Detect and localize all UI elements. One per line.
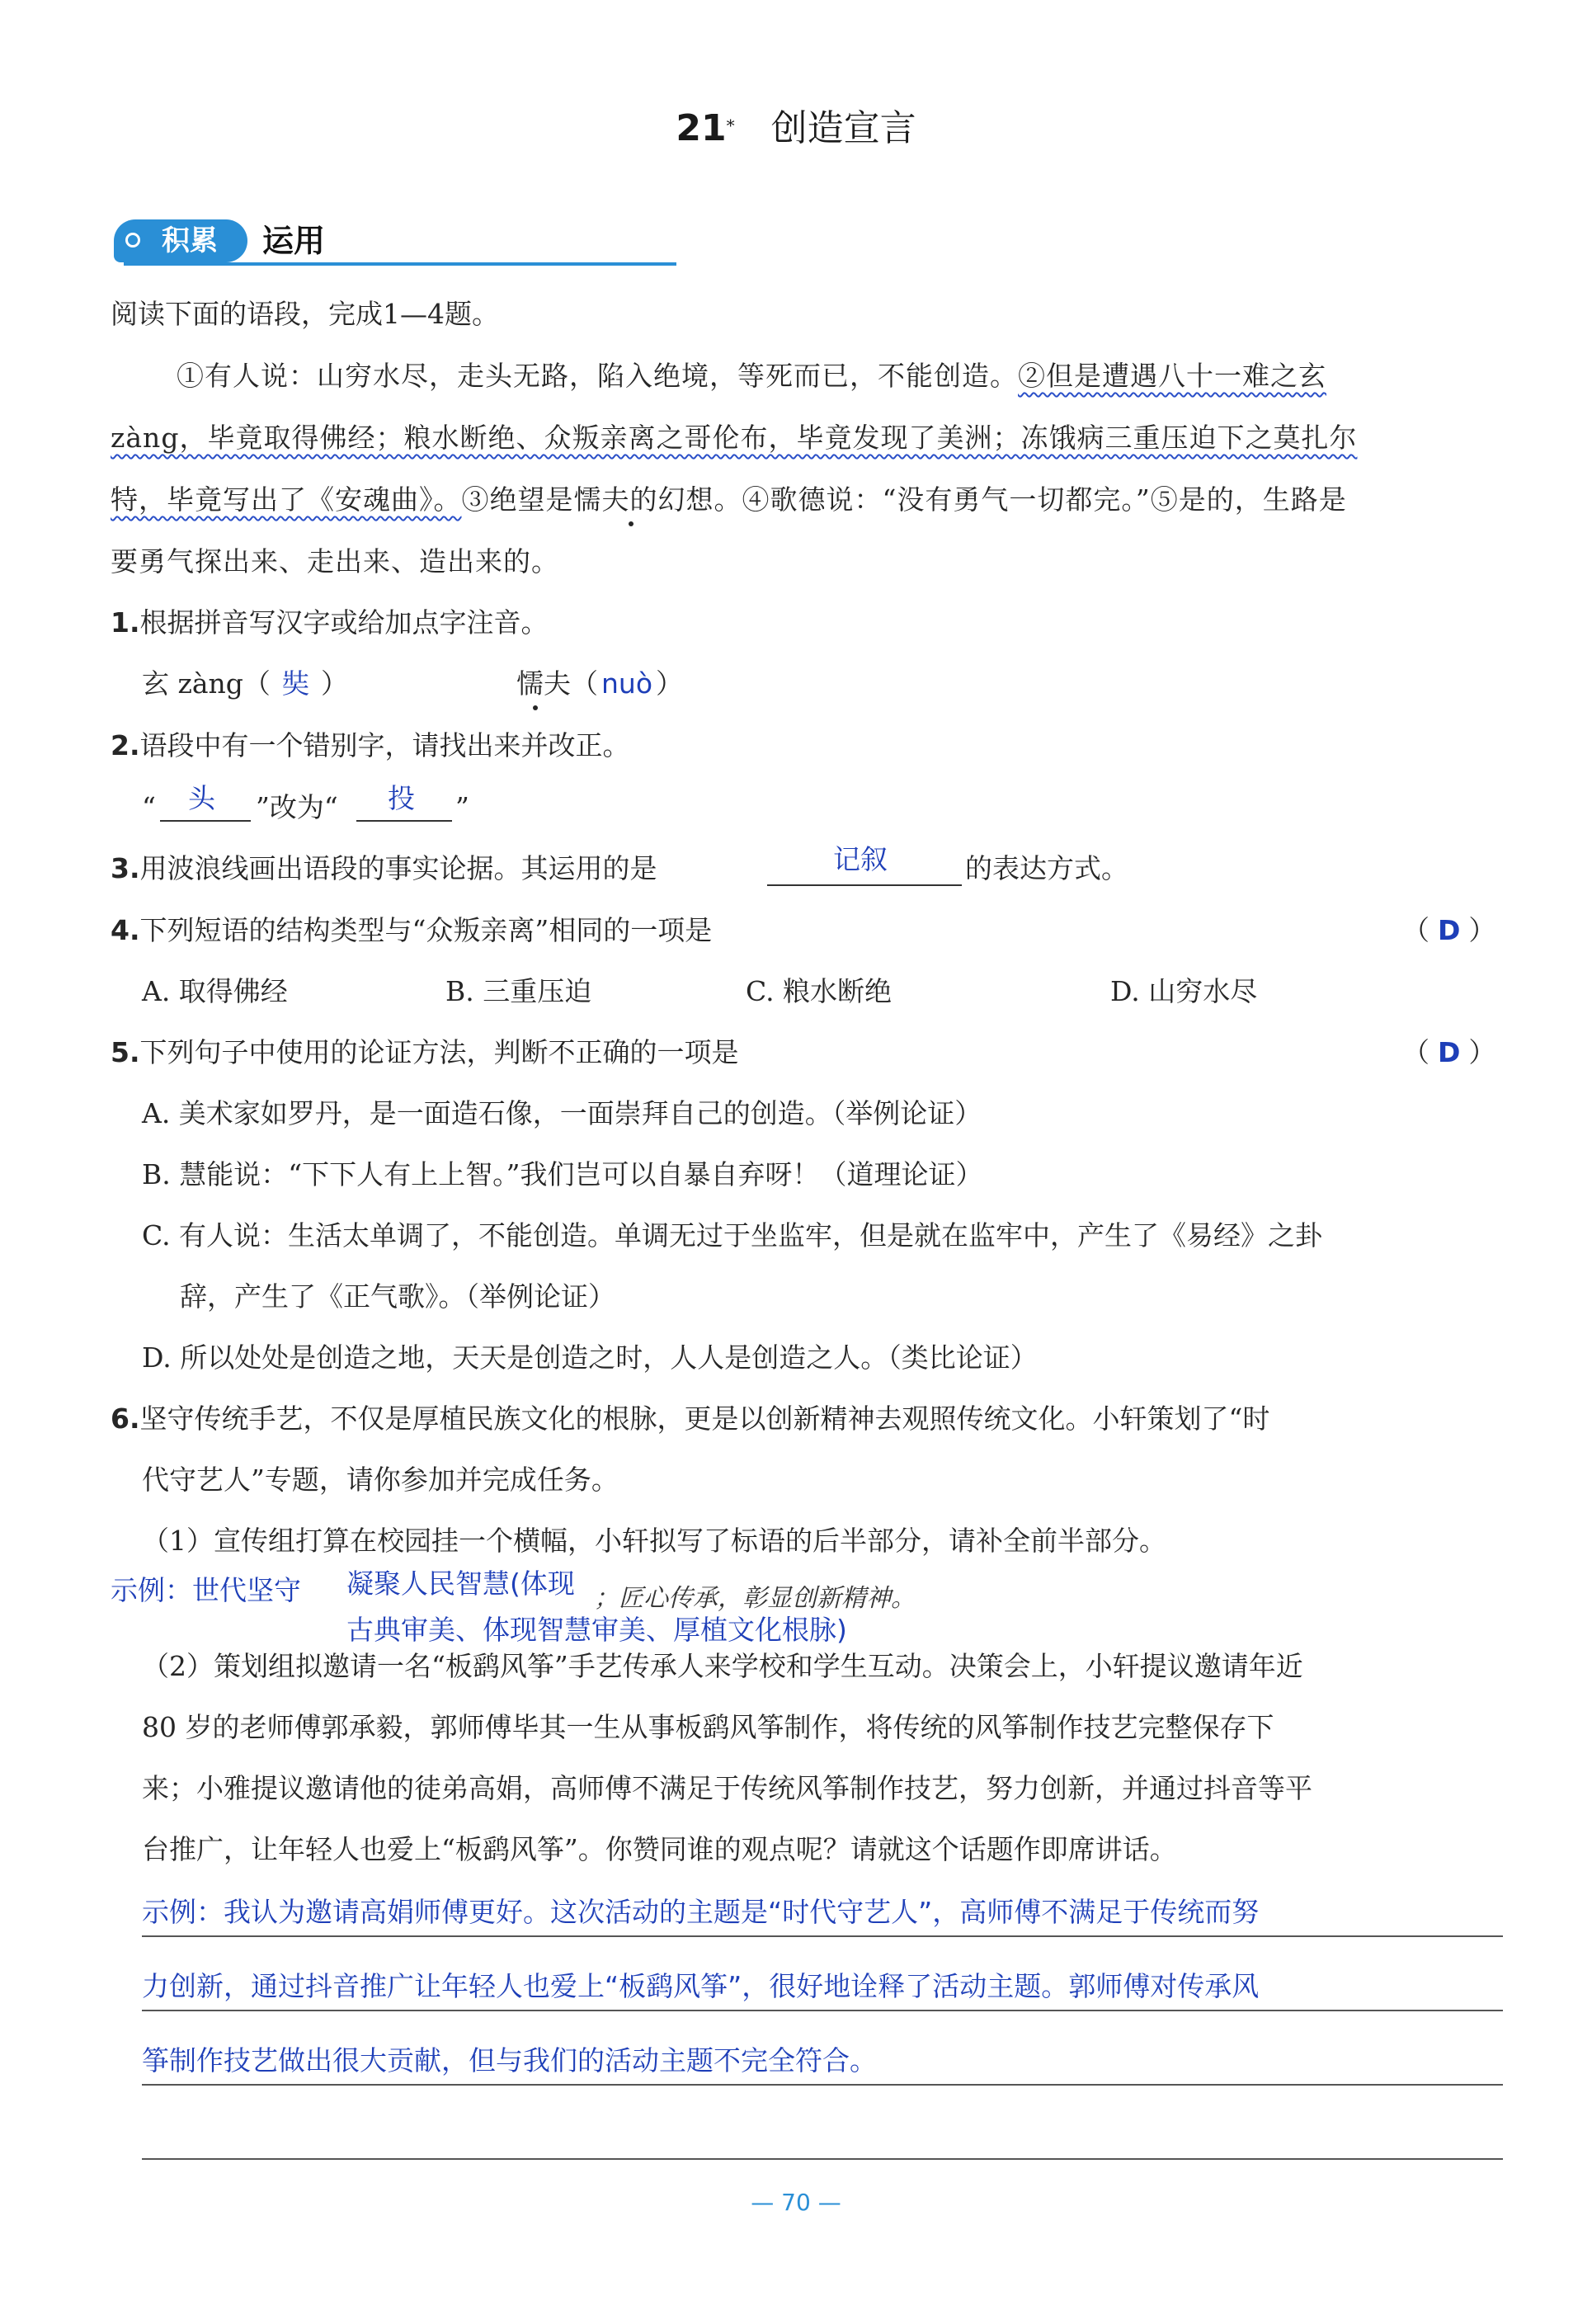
answer-rule (142, 1935, 1503, 1937)
q4-option-a: A. 取得佛经 (142, 975, 288, 1007)
q2-close-quote: ” (455, 791, 469, 823)
bracket: ） (1468, 1036, 1496, 1068)
q1-answer-a: 奘 (281, 667, 309, 700)
q6-sub-2-answer-line-1: 示例：我认为邀请高娟师傅更好。这次活动的主题是“时代守艺人”，高师傅不满足于传统而努 (142, 1896, 1260, 1928)
q5-option-d: D. 所以处处是创造之地，天天是创造之时，人人是创造之人。（类比论证） (142, 1341, 1038, 1374)
passage-text: ①有人说：山穷水尽，走头无路，陷入绝境，等死而已，不能创造。 (177, 360, 1018, 392)
q5-option-c-line-1: C. 有人说：生活太单调了，不能创造。单调无过于坐监牢，但是就在监牢中，产生了《易经》之卦 (142, 1219, 1323, 1252)
passage-fact-evidence: ②但是遭遇八十一难之玄 (1018, 360, 1326, 392)
question-text: 坚守传统手艺，不仅是厚植民族文化的根脉，更是以创新精神去观照传统文化。小轩策划了“时 (139, 1402, 1270, 1435)
passage-fact-evidence: 特，毕竟写出了《安魂曲》。 (111, 483, 462, 516)
q1-label: ） (320, 667, 348, 700)
question-number: 6. (111, 1402, 140, 1435)
q1-label: 玄 zàng（ (142, 667, 271, 700)
q1-answer-b: nuò (601, 667, 653, 700)
question-number: 4. (111, 914, 140, 946)
question-3 (111, 852, 657, 885)
q2-open-quote: “ (142, 791, 156, 823)
q2-wrong-char: 头 (188, 782, 215, 814)
q5-answer-bracket (1402, 1036, 1495, 1069)
passage-line-3 (111, 483, 1347, 516)
q6-sub-2-answer-line-2: 力创新，通过抖音推广让年轻人也爱上“板鹞风筝”，很好地诠释了活动主题。郭师傅对传承风 (142, 1970, 1260, 2002)
bracket: （ (1402, 1036, 1430, 1068)
q5-option-b: B. 慧能说：“下下人有上上智。”我们岂可以自暴自弃呀！（道理论证） (142, 1158, 983, 1190)
q2-blank-2 (356, 820, 452, 822)
q6-sub-1-answer-a: 示例：世代坚守 (111, 1574, 301, 1606)
passage-line-4: 要勇气探出来、走出来、造出来的。 (111, 545, 559, 577)
question-4 (111, 914, 712, 947)
emphasis-dot (533, 705, 538, 710)
q6-sub-1-given-text: ；匠心传承，彰显创新精神。 (594, 1584, 916, 1613)
question-text: 下列短语的结构类型与“众叛亲离”相同的一项是 (139, 914, 713, 946)
q3-blank (767, 884, 962, 886)
page-title (0, 106, 1592, 152)
passage-fact-evidence: zàng，毕竟取得佛经；粮水断绝、众叛亲离之哥伦布，毕竟发现了美洲；冻饿病三重压迫下之莫扎尔 (111, 422, 1358, 454)
q2-blank-1 (160, 820, 251, 822)
q6-sub-1-answer-b: 凝聚人民智慧(体现 (346, 1567, 575, 1600)
question-1 (111, 606, 549, 639)
question-text: 根据拼音写汉字或给加点字注音。 (139, 606, 549, 639)
bracket: ） (1468, 914, 1496, 946)
q3-answer: 记叙 (833, 843, 888, 875)
title-star: * (726, 115, 735, 135)
q6-sub-2-line-2: 80 岁的老师傅郭承毅，郭师傅毕其一生从事板鹞风筝制作，将传统的风筝制作技艺完整保存下 (142, 1711, 1274, 1743)
question-number: 2. (111, 729, 140, 761)
q6-sub-1: （1）宣传组打算在校园挂一个横幅，小轩拟写了标语的后半部分，请补全前半部分。 (142, 1525, 1166, 1557)
badge-dot-icon (125, 233, 140, 247)
q6-sub-2-line-3: 来；小雅提议邀请他的徒弟高娟，高师傅不满足于传统风筝制作技艺，努力创新，并通过抖音等平 (142, 1772, 1312, 1804)
passage-text: ③绝望是懦夫的幻想。④歌德说：“没有勇气一切都完。”⑤是的，生路是 (461, 483, 1347, 516)
q1-label: ） (656, 667, 684, 700)
q5-option-a: A. 美术家如罗丹，是一面造石像，一面崇拜自己的创造。（举例论证） (142, 1097, 982, 1129)
bracket: （ (1402, 914, 1430, 946)
q4-option-c: C. 粮水断绝 (746, 975, 893, 1007)
section-underline (124, 262, 676, 266)
q1-item-b (516, 667, 683, 700)
page-number: — 70 — (751, 2189, 841, 2216)
q4-answer-bracket (1402, 914, 1495, 947)
q6-sub-2-line-1: （2）策划组拟邀请一名“板鹞风筝”手艺传承人来学校和学生互动。决策会上，小轩提议邀请年近 (142, 1650, 1303, 1682)
passage-line-1 (177, 360, 1326, 393)
q1-item-a (142, 667, 348, 700)
question-text: 语段中有一个错别字，请找出来并改正。 (139, 729, 630, 761)
question-5 (111, 1036, 739, 1069)
question-text: 下列句子中使用的论证方法，判断不正确的一项是 (139, 1036, 739, 1068)
question-6-line-2: 代守艺人”专题，请你参加并完成任务。 (142, 1464, 619, 1496)
emphasis-dot (629, 521, 634, 526)
q5-option-c-line-2: 辞，产生了《正气歌》。（举例论证） (180, 1280, 615, 1313)
q6-sub-1-answer-c: 古典审美、体现智慧审美、厚植文化根脉) (346, 1614, 847, 1646)
question-number: 5. (111, 1036, 140, 1068)
answer-rule (142, 2084, 1503, 2086)
question-number: 1. (111, 606, 140, 639)
q3-text-post: 的表达方式。 (965, 852, 1128, 884)
question-number: 3. (111, 852, 140, 884)
passage-line-2 (111, 422, 1357, 455)
question-text: 用波浪线画出语段的事实论据。其运用的是 (139, 852, 657, 884)
instruction: 阅读下面的语段，完成1—4题。 (111, 298, 499, 330)
title-number: 21 (676, 107, 727, 149)
q2-correct-char: 投 (388, 782, 415, 814)
q4-answer: D (1438, 914, 1461, 946)
answer-rule (142, 2010, 1503, 2011)
q6-sub-2-answer-line-3: 筝制作技艺做出很大贡献，但与我们的活动主题不完全符合。 (142, 2044, 877, 2077)
q1-label: 懦夫（ (516, 667, 598, 700)
answer-rule (142, 2158, 1503, 2160)
q6-sub-2-line-4: 台推广，让年轻人也爱上“板鹞风筝”。你赞同谁的观点呢？请就这个话题作即席讲话。 (142, 1833, 1177, 1865)
section-badge-label: 积累 (162, 224, 218, 257)
q5-answer: D (1438, 1036, 1461, 1068)
question-6-line-1 (111, 1402, 1269, 1435)
section-title: 运用 (262, 223, 326, 259)
question-2 (111, 729, 630, 762)
title-text: 创造宣言 (770, 107, 916, 149)
q2-middle: ”改为“ (256, 791, 338, 823)
q4-option-d: D. 山穷水尽 (1110, 975, 1258, 1007)
q4-option-b: B. 三重压迫 (445, 975, 592, 1007)
